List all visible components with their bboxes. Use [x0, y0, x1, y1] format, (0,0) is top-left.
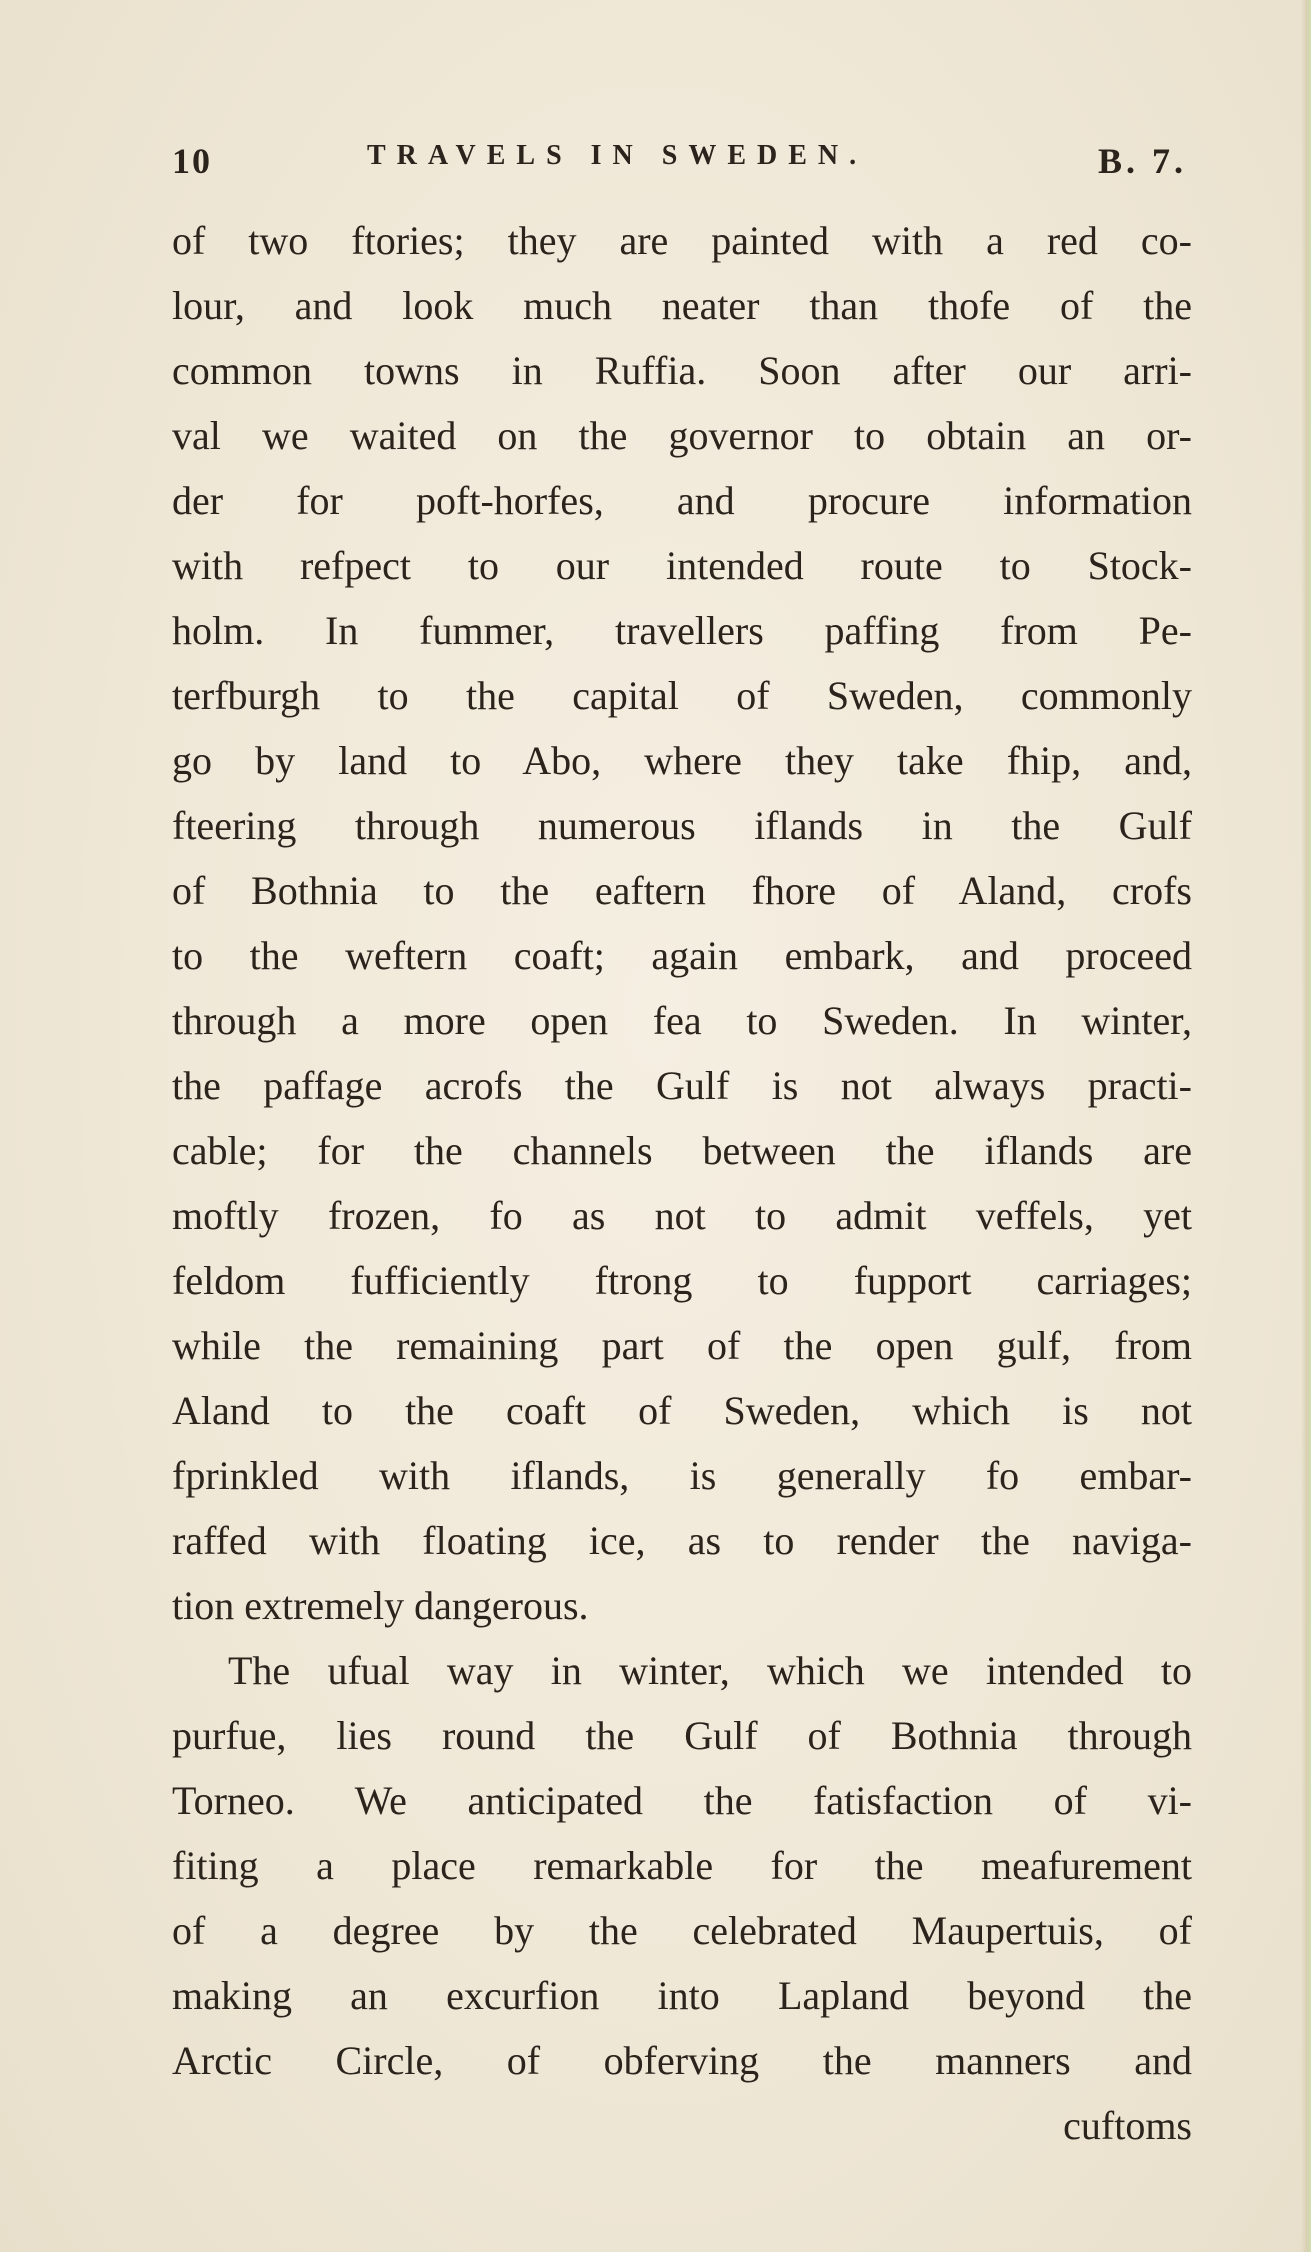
text-line: Aland to the coaft of Sweden, which is not: [172, 1388, 1192, 1433]
text-line: while the remaining part of the open gulf, from: [172, 1323, 1192, 1368]
text-line: val we waited on the governor to obtain an or-: [172, 413, 1192, 458]
book-marker: B. 7.: [1097, 141, 1187, 181]
text-line: der for poft-horfes, and procure information: [172, 478, 1192, 523]
text-line: lour, and look much neater than thofe of the: [172, 283, 1192, 328]
running-header: [172, 140, 1187, 190]
text-line: of Bothnia to the eaftern fhore of Aland, crofs: [172, 868, 1192, 913]
body-text: [172, 208, 1192, 2158]
text-line: with refpect to our intended route to Stock-: [172, 543, 1192, 588]
page-number: 10: [172, 141, 212, 181]
paragraph-end-line: tion extremely dangerous.: [172, 1583, 589, 1628]
text-line: Torneo. We anticipated the fatisfaction of vi-: [172, 1778, 1192, 1823]
text-line: moftly frozen, fo as not to admit veffels, yet: [172, 1193, 1192, 1238]
text-line: purfue, lies round the Gulf of Bothnia through: [172, 1713, 1192, 1758]
paragraph-start-line: The ufual way in winter, which we intended to: [228, 1648, 1192, 1693]
running-title: TRAVELS IN SWEDEN.: [367, 140, 868, 171]
text-line: of a degree by the celebrated Maupertuis, of: [172, 1908, 1192, 1953]
page-edge: [1301, 0, 1311, 2252]
text-line: common towns in Ruffia. Soon after our arri-: [172, 348, 1192, 393]
text-line: of two ftories; they are painted with a red co-: [172, 218, 1192, 263]
text-line: to the weftern coaft; again embark, and proceed: [172, 933, 1192, 978]
text-line: cable; for the channels between the iflands are: [172, 1128, 1192, 1173]
text-line: terfburgh to the capital of Sweden, commonly: [172, 673, 1192, 718]
text-line: fteering through numerous iflands in the Gulf: [172, 803, 1192, 848]
text-line: fprinkled with iflands, is generally fo embar-: [172, 1453, 1192, 1498]
text-line: go by land to Abo, where they take fhip, and,: [172, 738, 1192, 783]
text-line: making an excurfion into Lapland beyond the: [172, 1973, 1192, 2018]
text-line: Arctic Circle, of obferving the manners and: [172, 2038, 1192, 2083]
catchword: cuftoms: [1063, 2103, 1192, 2148]
text-line: raffed with floating ice, as to render the naviga-: [172, 1518, 1192, 1563]
text-line: through a more open fea to Sweden. In winter,: [172, 998, 1192, 1043]
text-line: holm. In fummer, travellers paffing from Pe-: [172, 608, 1192, 653]
text-line: fiting a place remarkable for the meafurement: [172, 1843, 1192, 1888]
text-line: the paffage acrofs the Gulf is not always practi-: [172, 1063, 1192, 1108]
text-line: feldom fufficiently ftrong to fupport carriages;: [172, 1258, 1192, 1303]
